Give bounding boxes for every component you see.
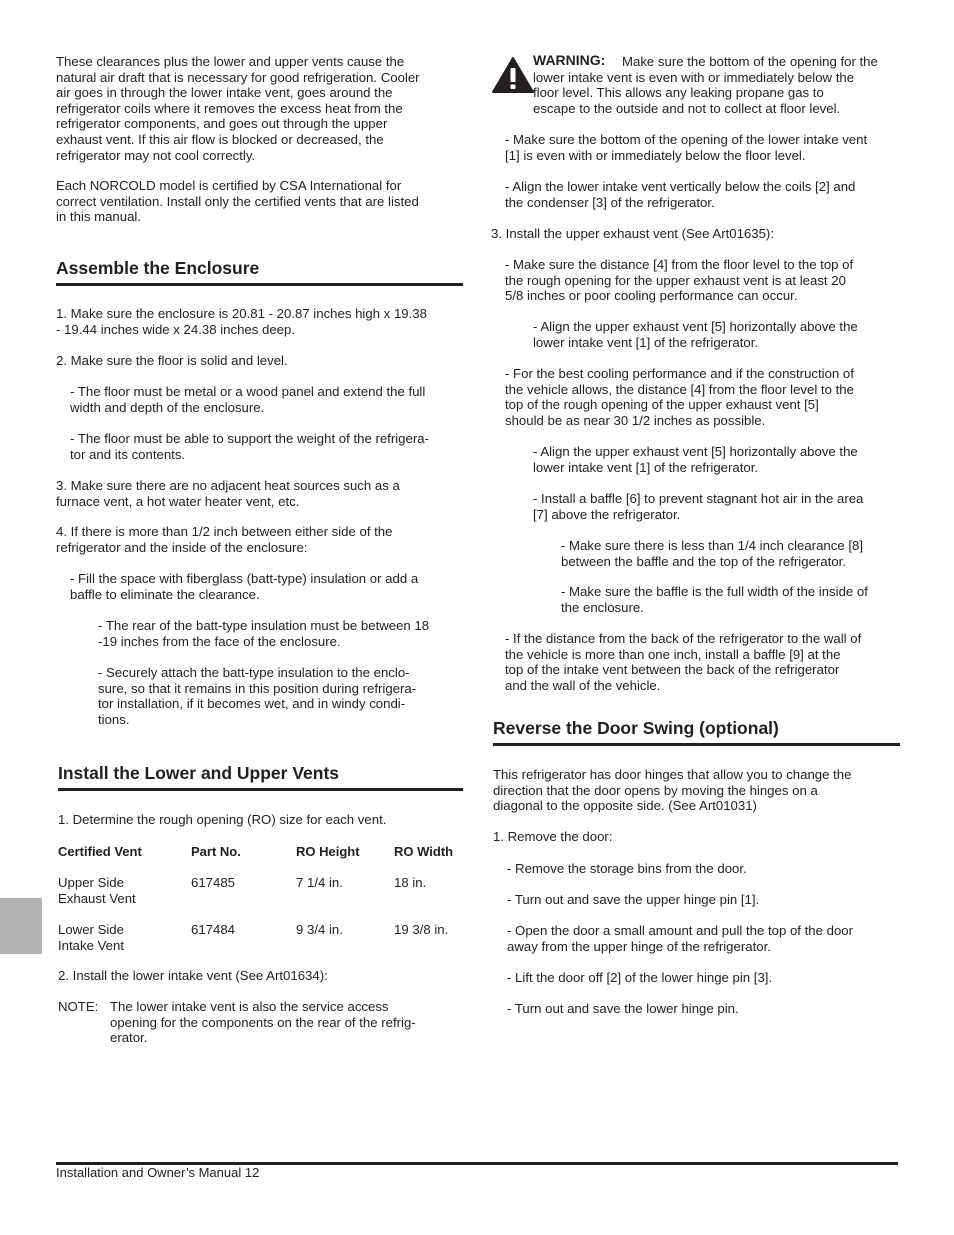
door-step-1d: - Lift the door off [2] of the lower hinge pin [3]. (507, 970, 773, 985)
enclosure-step-1: 1. Make sure the enclosure is 20.81 - 20.87 inches high x 19.38 - 19.44 inches wide x 24.38 inches deep. (56, 306, 427, 337)
section-tab (0, 898, 42, 954)
enclosure-step-2: 2. Make sure the floor is solid and level. (56, 353, 288, 368)
enclosure-step-2b: - The floor must be able to support the weight of the refrigera- tor and its contents. (70, 431, 429, 462)
upper-vent-step-3b-2b: - Make sure the baffle is the full width of the inside of the enclosure. (561, 584, 868, 615)
upper-vent-step-3a: - Make sure the distance [4] from the floor level to the top of the rough opening for the upper exhaust vent is at least 20 5/8 inches or poor cooling performance can occur. (505, 257, 854, 304)
upper-vent-step-3b: - For the best cooling performance and if the construction of the vehicle allows, the distance [4] from the floor level to the top of the rough opening of the upper exhaust vent [5] should be as near 30 1/2 inches as possible. (505, 366, 854, 428)
table-cell-vent: Lower Side Intake Vent (58, 922, 124, 953)
enclosure-step-2a: - The floor must be metal or a wood panel and extend the full width and depth of the enclosure. (70, 384, 426, 415)
table-header-part-no: Part No. (191, 844, 241, 859)
vents-step-2: 2. Install the lower intake vent (See Art01634): (58, 968, 328, 983)
enclosure-step-4a-2: - Securely attach the batt-type insulation to the enclo- sure, so that it remains in this position during refrigera- tor installation, if it becomes wet, and in windy condi- tions. (98, 665, 417, 727)
table-cell-vent: Upper Side Exhaust Vent (58, 875, 136, 906)
upper-vent-step-3b-1: - Align the upper exhaust vent [5] horizontally above the lower intake vent [1] of the refrigerator. (533, 444, 858, 475)
upper-vent-step-3b-2: - Install a baffle [6] to prevent stagnant hot air in the area [7] above the refrigerator. (533, 491, 864, 522)
table-cell-width: 19 3/8 in. (394, 922, 449, 937)
table-cell-width: 18 in. (394, 875, 427, 890)
lower-vent-step-a: - Make sure the bottom of the opening of the lower intake vent [1] is even with or immediately below the floor level. (505, 132, 868, 163)
note-text: The lower intake vent is also the service access opening for the components on the rear of the refrig- erator. (110, 999, 416, 1046)
lower-vent-step-b: - Align the lower intake vent vertically below the coils [2] and the condenser [3] of the refrigerator. (505, 179, 856, 210)
heading-install-vents: Install the Lower and Upper Vents (58, 763, 463, 791)
door-step-1: 1. Remove the door: (493, 829, 613, 844)
warning-triangle-icon (491, 56, 535, 96)
intro-paragraph-1: These clearances plus the lower and upper vents cause the natural air draft that is necessary for good refrigeration. Cooler air goes in through the lower intake vent, goes around the refrigerator coils where it removes the excess heat from the refrigerator components, and goes out through the upper exhaust vent. If this air flow is blocked or decreased, the refrigerator may not cool correctly. (56, 54, 420, 163)
table-header-ro-width: RO Width (394, 844, 454, 859)
heading-assemble-enclosure: Assemble the Enclosure (56, 258, 463, 286)
table-cell-height: 9 3/4 in. (296, 922, 343, 937)
table-header-ro-height: RO Height (296, 844, 360, 859)
table-cell-part: 617485 (191, 875, 236, 890)
door-step-1b: - Turn out and save the upper hinge pin [1]. (507, 892, 760, 907)
warning-label: WARNING: (533, 52, 606, 68)
table-cell-part: 617484 (191, 922, 236, 937)
note-label: NOTE: (58, 999, 99, 1014)
door-intro: This refrigerator has door hinges that allow you to change the direction that the door opens by moving the hinges on a diagonal to the opposite side. (See Art01031) (493, 767, 852, 814)
door-step-1a: - Remove the storage bins from the door. (507, 861, 747, 876)
table-header-certified-vent: Certified Vent (58, 844, 142, 859)
door-step-1c: - Open the door a small amount and pull the top of the door away from the upper hinge of the refrigerator. (507, 923, 854, 954)
heading-reverse-door: Reverse the Door Swing (optional) (493, 718, 900, 746)
vents-step-1: 1. Determine the rough opening (RO) size for each vent. (58, 812, 387, 827)
footer-page-label: Installation and Owner’s Manual 12 (56, 1165, 260, 1180)
upper-vent-step-3a-1: - Align the upper exhaust vent [5] horizontally above the lower intake vent [1] of the refrigerator. (533, 319, 858, 350)
door-step-1e: - Turn out and save the lower hinge pin. (507, 1001, 739, 1016)
upper-vent-step-3: 3. Install the upper exhaust vent (See Art01635): (491, 226, 774, 241)
intro-paragraph-2: Each NORCOLD model is certified by CSA International for correct ventilation. Install only the certified vents that are listed in this manual. (56, 178, 419, 225)
warning-text: Make sure the bottom of the opening for the lower intake vent is even with or immediately below the floor level. This allows any leaking propane gas to escape to the outside and not to collect at floor level. (533, 54, 878, 116)
enclosure-step-4a-1: - The rear of the batt-type insulation must be between 18 -19 inches from the face of the enclosure. (98, 618, 430, 649)
enclosure-step-3: 3. Make sure there are no adjacent heat sources such as a furnace vent, a hot water heater vent, etc. (56, 478, 400, 509)
enclosure-step-4: 4. If there is more than 1/2 inch between either side of the refrigerator and the inside of the enclosure: (56, 524, 393, 555)
upper-vent-step-3c: - If the distance from the back of the refrigerator to the wall of the vehicle is more than one inch, install a baffle [9] at the top of the intake vent between the back of the refrigerator and the wall of the vehicle. (505, 631, 862, 693)
upper-vent-step-3b-2a: - Make sure there is less than 1/4 inch clearance [8] between the baffle and the top of the refrigerator. (561, 538, 863, 569)
enclosure-step-4a: - Fill the space with fiberglass (batt-type) insulation or add a baffle to eliminate the clearance. (70, 571, 419, 602)
table-cell-height: 7 1/4 in. (296, 875, 343, 890)
